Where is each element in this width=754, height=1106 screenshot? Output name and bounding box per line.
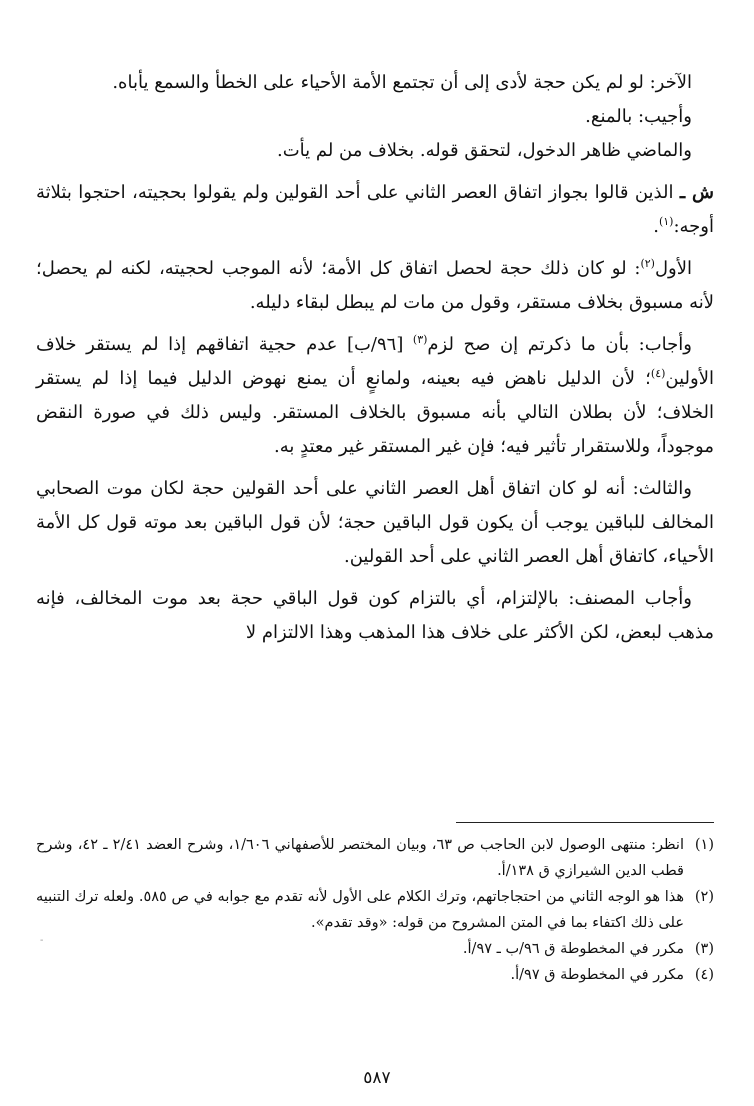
first-text: : لو كان ذلك حجة لحصل اتفاق كل الأمة؛ لأنه الموجب لحجيته، لكنه لم يحصل؛ لأنه مسبوق بخلاف مستقر، وقول من مات لم يبطل لبقاء دليله. [36, 258, 714, 313]
footnotes [36, 832, 714, 988]
shin-text: الذين قالوا بجواز اتفاق العصر الثاني على أحد القولين ولم يقولوا بحجيته، احتجوا بثلاثة أوجه: [36, 182, 714, 237]
paragraph-reply [36, 328, 714, 464]
paragraph-third: والثالث: أنه لو كان اتفاق أهل العصر الثاني على أحد القولين حجة لكان موت الصحابي المخالف للباقين يوجب أن يكون قول الباقين حجة؛ لأن قول الباقين بعد موته قول كل الأمة الأحياء، كاتفاق أهل العصر الثاني على أحد القولين. [36, 478, 714, 567]
footnote-4 [36, 962, 714, 988]
paragraph-author-answer: وأجاب المصنف: بالإلتزام، أي بالتزام كون قول الباقي حجة بعد موت المخالف، فإنه مذهب لبعض، لكن الأكثر على خلاف هذا المذهب وهذا الالتزام لا [36, 588, 714, 643]
paragraph-answer-refusal: وأجيب: بالمنع. [585, 106, 692, 127]
footnote-text: انظر: منتهى الوصول لابن الحاجب ص ٦٣، وبيان المختصر للأصفهاني ١/٦٠٦، وشرح العضد ٢/٤١ ـ ٤٢، وشرح قطب الدين الشيرازي ق ١٣٨/أ. [36, 837, 684, 879]
footnote-ref-3: (٣) [412, 333, 428, 346]
footnote-text: هذا هو الوجه الثاني من احتجاجاتهم، وترك الكلام على الأول لأنه تقدم مع جوابه في ص ٥٨٥. ولعله ترك التنبيه على ذلك اكتفاء بما في المتن المشروح من قوله: «وقد تقدم». [36, 889, 684, 931]
footnote-text: مكرر في المخطوطة ق ٩٧/أ. [510, 967, 684, 983]
footnote-ref-4: (٤) [650, 367, 666, 380]
main-text [36, 66, 714, 650]
scan-mark: - [40, 935, 44, 946]
footnote-text: مكرر في المخطوطة ق ٩٦/ب ـ ٩٧/أ. [462, 941, 684, 957]
footnote-divider [456, 822, 714, 823]
first-label: الأول [654, 258, 692, 279]
footnote-number: (١) [694, 837, 714, 853]
footnote-3 [36, 936, 714, 962]
paragraph-past: والماضي ظاهر الدخول، لتحقق قوله. بخلاف من لم يأت. [276, 140, 692, 161]
footnote-number: (٤) [694, 967, 714, 983]
paragraph-first [36, 252, 714, 320]
footnote-2 [36, 884, 714, 936]
footnote-number: (٢) [694, 889, 714, 905]
reply-text-mid: [٩٦/ب] عدم حجية اتفاقهم إذا لم يستقر خلاف الأولين [36, 334, 714, 389]
paragraph-shin: ش ـ الذين قالوا بجواز اتفاق العصر الثاني على أحد القولين ولم يقولوا بحجيته، احتجوا بثلاثة أوجه:$^{(١)}$. [36, 182, 715, 237]
paragraph-other: الآخر: لو لم يكن حجة لأدى إلى أن تجتمع الأمة الأحياء على الخطأ والسمع يأباه. [112, 72, 692, 93]
footnote-1 [36, 832, 714, 884]
reply-text-rest: ؛ لأن الدليل ناهض فيه بعينه، ولمانعٍ أن يمنع نهوض الدليل فيما إذا لم يستقر الخلاف؛ لأن بطلان التالي بأنه مسبوق بالخلاف المستقر. وليس ذلك في صورة النقض موجوداً، وللاستقرار تأثير فيه؛ فإن غير المستقر غير معتدٍ به. [36, 368, 714, 457]
footnote-number: (٣) [694, 941, 714, 957]
footnote-ref-1: (١) [658, 215, 674, 228]
page-number: ٥٨٧ [363, 1068, 391, 1088]
shin-label: ش ـ [679, 182, 715, 203]
footnote-ref-2: (٢) [640, 257, 655, 270]
reply-text-start: وأجاب: بأن ما ذكرتم إن صح لزم [427, 334, 692, 355]
